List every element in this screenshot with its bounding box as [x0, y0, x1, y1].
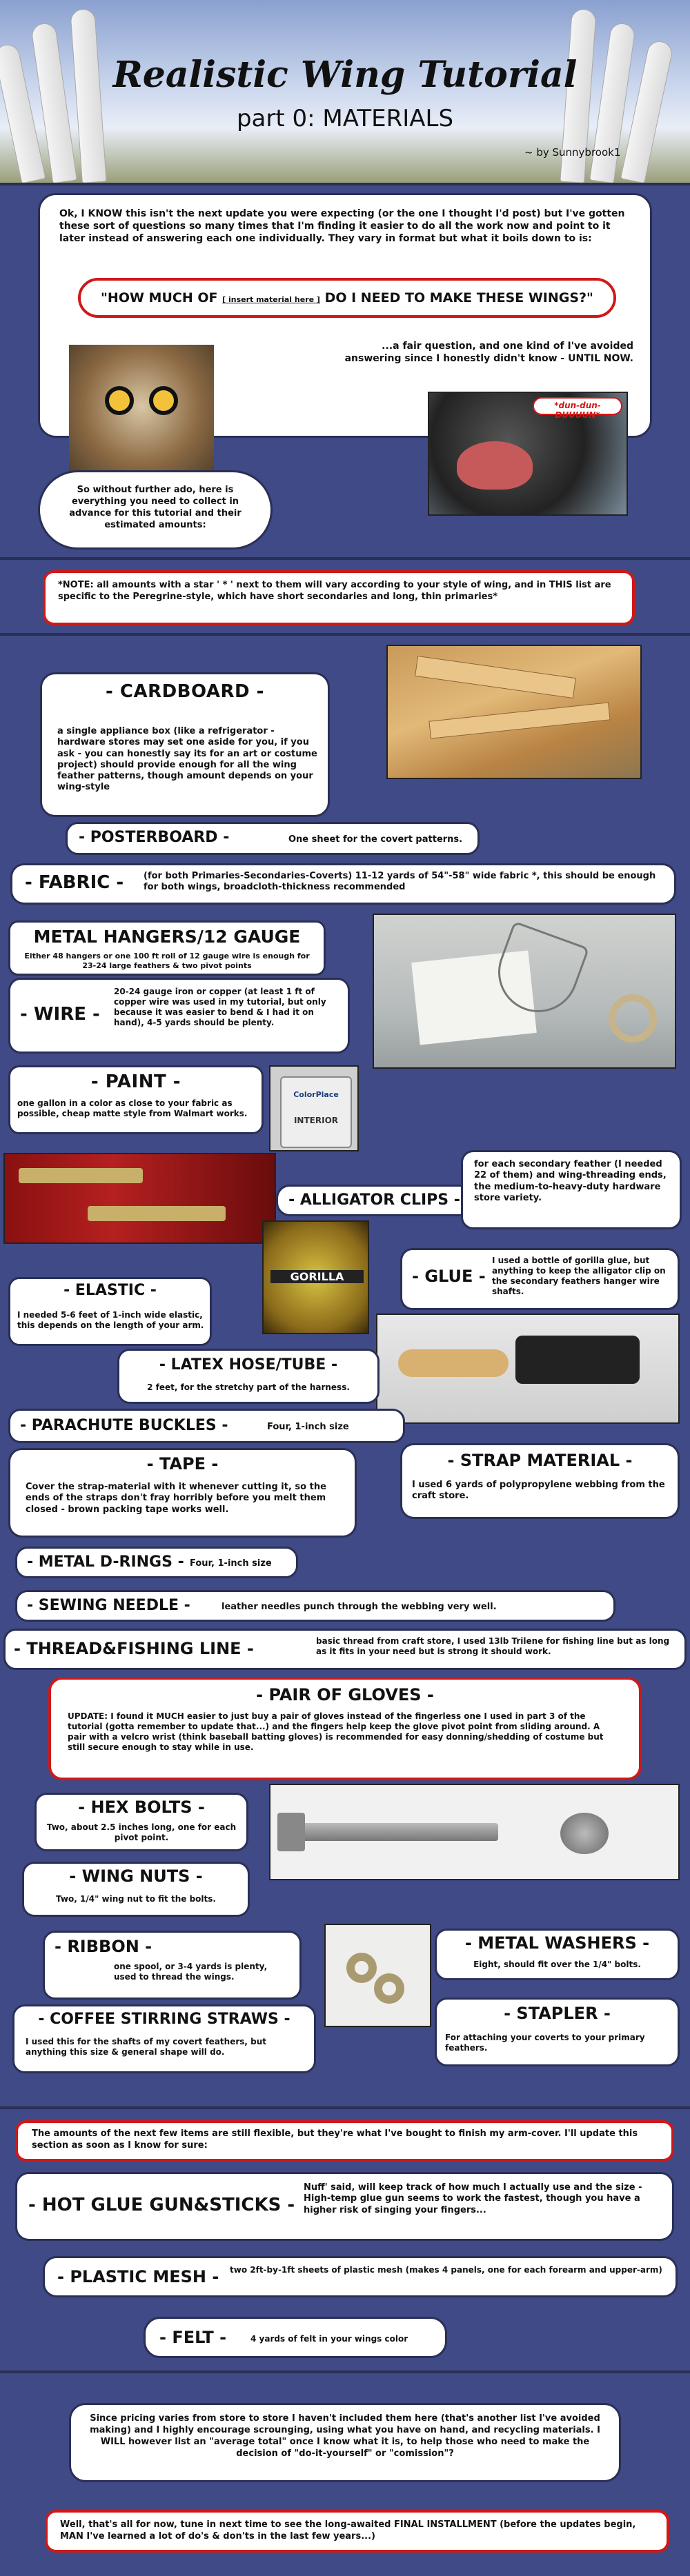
paint-text: one gallon in a color as close to your fabric as possible, cheap matte style from Walmart works. [17, 1098, 248, 1118]
bolts-title: - HEX BOLTS - [78, 1798, 205, 1817]
mesh-text: two 2ft-by-1ft sheets of plastic mesh (makes 4 panels, one for each forearm and upper-arm) [230, 2265, 662, 2275]
glue-label: GORILLA [270, 1270, 364, 1283]
hangers-photo [373, 914, 676, 1069]
divider [0, 2106, 690, 2109]
closing-box [45, 2510, 669, 2553]
needle-card [15, 1590, 615, 1622]
bolts-card [34, 1793, 248, 1851]
drings-text: Four, 1-inch size [190, 1558, 272, 1569]
tape-card [8, 1448, 357, 1538]
paint-title: - PAINT - [90, 1071, 181, 1092]
clips-title: - ALLIGATOR CLIPS - [288, 1191, 460, 1209]
clips-card [276, 1185, 473, 1216]
strap-card [400, 1443, 680, 1519]
header-banner [0, 0, 690, 183]
closing-text: Well, that's all for now, tune in next time to see the long-awaited FINAL INSTALLMENT (before the updates begin, MAN I've learned a lot of do's & don'ts in the last few years...) [60, 2519, 636, 2542]
crow-photo [428, 392, 628, 516]
wire-card [8, 978, 350, 1054]
paint-card [8, 1065, 264, 1134]
thread-text: basic thread from craft store, I used 13lb Trilene for fishing line but as long as it fits in your need but is strong it should work. [316, 1636, 670, 1656]
paint-can-label: INTERIOR [293, 1116, 339, 1125]
pricing-box [69, 2403, 621, 2482]
page-title: Realistic Wing Tutorial [112, 54, 578, 96]
cardboard-card [40, 672, 330, 817]
thread-title: - THREAD&FISHING LINE - [14, 1639, 254, 1658]
speech-bubble [38, 470, 273, 550]
dun-label: *dun-dun-DUUUUN* [533, 397, 622, 415]
gloves-card [48, 1677, 642, 1780]
fabric-title: - FABRIC - [25, 872, 124, 893]
mesh-title: - PLASTIC MESH - [57, 2267, 219, 2286]
drings-title: - METAL D-RINGS - [27, 1553, 184, 1571]
thread-card [3, 1629, 687, 1670]
elastic-title: - ELASTIC - [63, 1282, 157, 1299]
glue-gun-card [15, 2172, 674, 2241]
paint-can-label: ColorPlace [293, 1090, 339, 1099]
tape-title: - TAPE - [146, 1454, 219, 1473]
divider [0, 2371, 690, 2373]
divider [0, 183, 690, 185]
question-text: DO I NEED TO MAKE THESE WINGS?" [324, 290, 593, 305]
latex-buckle-photo [376, 1314, 680, 1424]
page-subtitle: part 0: MATERIALS [236, 105, 454, 132]
washers-photo [324, 1924, 431, 2027]
needle-text: leather needles punch through the webbing very well. [221, 1602, 497, 1612]
stapler-card [435, 1998, 680, 2066]
elastic-card [8, 1277, 212, 1346]
question-text: "HOW MUCH OF [101, 290, 218, 305]
glue-title: - GLUE - [412, 1267, 486, 1286]
clips-text: for each secondary feather (I needed 22 of them) and wing-threading ends, the medium-to-heavy-duty hardware store variety. [474, 1159, 667, 1203]
latex-card [117, 1349, 379, 1404]
gloves-title: - PAIR OF GLOVES - [256, 1685, 434, 1704]
straws-title: - COFFEE STIRRING STRAWS - [38, 2011, 290, 2028]
glue-text: I used a bottle of gorilla glue, but anything to keep the alligator clip on the secondary feathers hanger wire shafts. [492, 1256, 666, 1296]
mesh-card [43, 2256, 678, 2297]
clips-text-card [461, 1150, 682, 1229]
tape-text: Cover the strap-material with it whenever cutting it, so the ends of the straps don't fray horribly before you melt them closed - brown packing tape works well. [26, 1482, 326, 1515]
washers-text: Eight, should fit over the 1/4" bolts. [473, 1960, 641, 1969]
owl-photo [69, 345, 214, 483]
straws-text: I used this for the shafts of my covert feathers, but anything this size & general shape will do. [26, 2037, 267, 2057]
note-text: *NOTE: all amounts with a star ' * ' next to them will vary according to your style of wing, and in THIS list are specific to the Peregrine-style, which have short secondaries and long, thin primaries* [58, 580, 611, 602]
strap-text: I used 6 yards of polypropylene webbing from the craft store. [412, 1480, 665, 1502]
glue-gun-title: - HOT GLUE GUN&STICKS - [28, 2195, 295, 2215]
fabric-card [10, 863, 676, 905]
felt-card [144, 2317, 447, 2358]
alligator-clips-photo [3, 1153, 276, 1244]
elastic-text: I needed 5-6 feet of 1-inch wide elastic, this depends on the length of your arm. [17, 1310, 204, 1330]
posterboard-title: - POSTERBOARD - [79, 829, 230, 846]
stapler-title: - STAPLER - [504, 2004, 611, 2023]
cardboard-text: a single appliance box (like a refrigerator - hardware stores may set one aside for you, if you ask - you can honestly say its for an art or costume project) should provide enough for all the wing feather patterns, though amount depends on your wing-style [57, 726, 317, 793]
nuts-text: Two, 1/4" wing nut to fit the bolts. [56, 1894, 216, 1904]
cardboard-title: - CARDBOARD - [106, 681, 264, 702]
buckles-text: Four, 1-inch size [267, 1422, 349, 1432]
buckles-title: - PARACHUTE BUCKLES - [20, 1417, 228, 1434]
fair-question-text: ...a fair question, and one kind of I've avoided answering since I honestly didn't know - UNTIL NOW. [344, 341, 633, 365]
ribbon-text: one spool, or 3-4 yards is plenty, used to thread the wings. [114, 1962, 268, 1982]
glue-gun-text: Nuff' said, will keep track of how much I actually use and the size - High-temp glue gun seems to work the fastest, though you have a higher risk of singing your fingers... [304, 2182, 642, 2215]
hangers-text: Either 48 hangers or one 100 ft roll of 12 gauge wire is enough for 23-24 large feathers & two pivot points [24, 952, 310, 971]
byline: ~ by Sunnybrook1 [524, 146, 621, 159]
paint-can-photo [269, 1065, 359, 1151]
stapler-text: For attaching your coverts to your primary feathers. [445, 2033, 645, 2053]
nuts-card [22, 1862, 250, 1917]
washers-card [435, 1929, 680, 1980]
flexible-note-box [15, 2120, 674, 2162]
ribbon-card [43, 1931, 302, 2000]
question-box [78, 278, 616, 318]
divider [0, 557, 690, 560]
question-insert: [ insert material here ] [222, 295, 320, 304]
bubble-text: So without further ado, here is everything you need to collect in advance for this tutorial and their estimated amounts: [69, 485, 241, 530]
ribbon-title: - RIBBON - [55, 1937, 152, 1956]
strap-title: - STRAP MATERIAL - [447, 1451, 633, 1470]
glue-card [400, 1248, 680, 1310]
latex-text: 2 feet, for the stretchy part of the harness. [147, 1382, 350, 1392]
drings-card [15, 1547, 298, 1578]
hangers-title: METAL HANGERS/12 GAUGE [33, 927, 301, 947]
nuts-title: - WING NUTS - [69, 1866, 203, 1886]
hangers-card [8, 920, 326, 976]
fabric-text: (for both Primaries-Secondaries-Coverts) 11-12 yards of 54"-58" wide fabric *, this should be enough for both wings, broadcloth-thickness recommended [144, 871, 656, 893]
bolt-nut-photo [269, 1784, 680, 1880]
flexible-note-text: The amounts of the next few items are still flexible, but they're what I've bought to finish my arm-cover. I'll update this section as soon as I know for sure: [32, 2129, 638, 2151]
posterboard-card [66, 822, 480, 855]
divider [0, 633, 690, 636]
buckles-card [8, 1409, 405, 1443]
gloves-text: UPDATE: I found it MUCH easier to just buy a pair of gloves instead of the fingerless one I used in part 3 of the tutorial (gotta remember to update that...) and the fingers help keep the glove pivot point from sliding around. A pair with a velcro wrist (think baseball batting gloves) is recommended for easy donning/shedding of costume but still secure enough to stay while in use. [68, 1711, 604, 1752]
glue-bottle-photo [262, 1220, 369, 1334]
washers-title: - METAL WASHERS - [464, 1933, 650, 1953]
pricing-text: Since pricing varies from store to store I haven't included them here (that's another list I've avoided making) and I highly encourage scrounging, using what you have on hand, and recycling materials. I WILL however list an "average total" once I know what it is, to help those who need to make the decision of "do-it-yourself" or "comission"? [90, 2413, 600, 2459]
posterboard-text: One sheet for the covert patterns. [288, 834, 463, 845]
wire-text: 20-24 gauge iron or copper (at least 1 ft of copper wire was used in my tutorial, but only because it was easier to bend & I had it on hand), 4-5 yards should be plenty. [114, 987, 326, 1027]
felt-text: 4 yards of felt in your wings color [250, 2334, 408, 2344]
latex-title: - LATEX HOSE/TUBE - [159, 1356, 338, 1373]
felt-title: - FELT - [159, 2328, 227, 2347]
straws-card [12, 2004, 316, 2073]
intro-text: Ok, I KNOW this isn't the next update you were expecting (or the one I thought I'd post) but I've gotten these sort of questions so many times that I'm finding it easier to do all the work now and point to it later instead of answering each one individually. They vary in format but what it boils down to is: [59, 208, 625, 245]
wire-title: - WIRE - [20, 1004, 100, 1025]
bolts-text: Two, about 2.5 inches long, one for each pivot point. [46, 1822, 237, 1842]
cardboard-photo [386, 645, 642, 779]
note-box [43, 570, 635, 625]
needle-title: - SEWING NEEDLE - [27, 1597, 190, 1614]
